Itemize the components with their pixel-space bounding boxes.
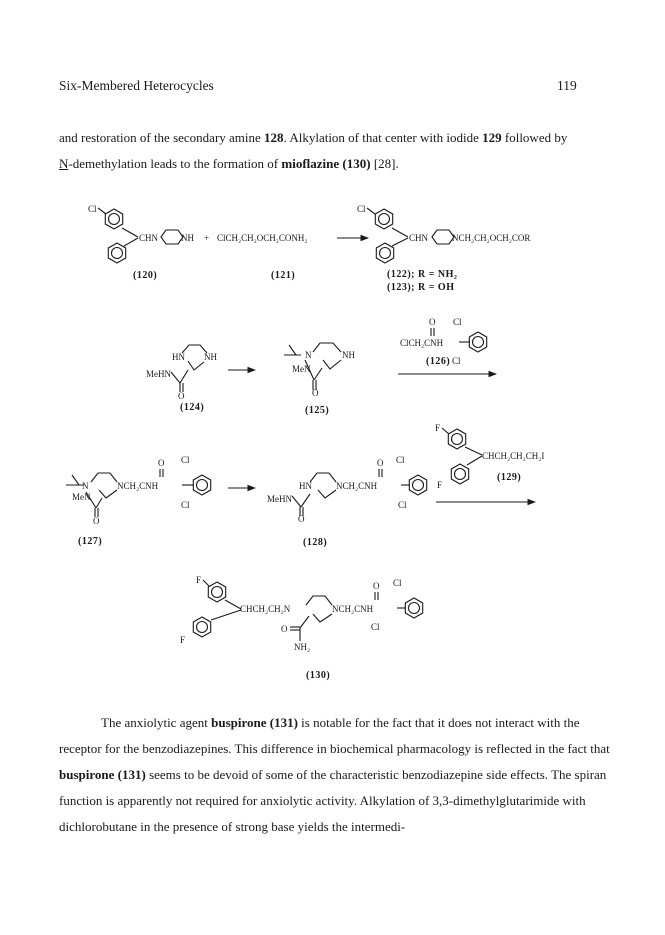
compound-ref: 129 [482,130,502,145]
svg-text:CHCH₂CH₂N: CHCH₂CH₂N [240,604,291,614]
structure-125 [284,343,355,398]
paragraph-intro: and restoration of the secondary amine 128. Alkylation of that center with iodide 129 followed by N-demethylation leads to the formation of mioflazine (130) [28]. [59,130,568,171]
svg-text:Cl: Cl [393,578,402,588]
structure-128 [267,455,427,524]
structure-122 [357,204,530,263]
svg-text:Cl: Cl [453,317,462,327]
svg-text:F: F [196,575,202,585]
svg-text:Cl: Cl [371,622,380,632]
svg-text:(126): (126) [426,356,451,367]
svg-text:F: F [180,635,186,645]
svg-text:HN: HN [299,481,312,491]
svg-text:MeHN: MeHN [146,369,171,379]
svg-text:F: F [437,480,443,490]
svg-text:NCH₂CNH: NCH₂CNH [336,481,378,491]
label-123: (123); R = OH [387,282,455,293]
svg-text:ClCH₂CNH: ClCH₂CNH [400,338,444,348]
structure-129 [435,423,544,490]
svg-text:MeN: MeN [72,492,91,502]
svg-text:Cl: Cl [181,455,190,465]
structure-126 [400,317,487,367]
label-129: (129) [497,472,522,483]
page-number: 119 [557,78,577,93]
svg-text:Cl: Cl [357,204,366,214]
structure-127 [66,455,211,526]
drug-name: buspirone (131) [59,767,146,782]
svg-text:N: N [82,481,89,491]
label-120: (120) [133,270,158,281]
svg-text:MeN: MeN [292,364,311,374]
label-130: (130) [306,670,331,681]
svg-text:O: O [377,458,384,468]
svg-text:MeHN: MeHN [267,494,292,504]
svg-text:CHCH₂CH₂CH₂I: CHCH₂CH₂CH₂I [482,451,545,461]
plus-sign: + [204,233,210,243]
svg-text:Cl: Cl [396,455,405,465]
svg-text:NH: NH [204,352,217,362]
label-127: (127) [78,536,103,547]
svg-text:Cl: Cl [398,500,407,510]
paragraph-buspirone: The anxiolytic agent buspirone (131) is notable for the fact that it does not interact with the receptor for the benzodiazepines. This difference in biochemical pharmacology is reflected in the fact that buspirone (131) seems to be devoid of some of the characteristic benzodiazepine side effects. The spiran function is apparently not required for anxiolytic activity. Alkylation of 3,3-dimethylglutarimide with dichlorobutane in the presence of strong base yields the intermedi- [59,715,610,834]
svg-text:F: F [435,423,441,433]
svg-text:O: O [298,514,305,524]
svg-text:NCH₂CNH: NCH₂CNH [332,604,374,614]
svg-text:NH₂: NH₂ [294,642,311,652]
svg-text:O: O [429,317,436,327]
svg-text:O: O [312,388,319,398]
compound-ref: 128 [264,130,284,145]
structure-120 [88,204,194,263]
svg-text:HN: HN [172,352,185,362]
svg-text:Cl: Cl [88,204,97,214]
svg-text:O: O [178,391,185,401]
svg-text:O: O [373,581,380,591]
drug-name: mioflazine (130) [281,156,371,171]
svg-text:Cl: Cl [181,500,190,510]
running-title: Six-Membered Heterocycles [59,78,214,93]
svg-text:O: O [158,458,165,468]
label-128: (128) [303,537,328,548]
svg-text:NCH₂CNH: NCH₂CNH [117,481,159,491]
structure-130 [180,575,423,652]
svg-text:CHN: CHN [409,233,429,243]
label-125: (125) [305,405,330,416]
svg-text:NH: NH [342,350,355,360]
svg-text:Cl: Cl [452,356,461,366]
svg-text:O: O [93,516,100,526]
svg-text:NCH₂CH₂OCH₂COR: NCH₂CH₂OCH₂COR [452,233,531,243]
reagent-121: ClCH₂CH₂OCH₂CONH₂ [217,233,308,243]
svg-text:N: N [305,350,312,360]
svg-text:NH: NH [181,233,194,243]
svg-text:CHN: CHN [139,233,159,243]
label-124: (124) [180,402,205,413]
svg-text:O: O [281,624,288,634]
label-122: (122); R = NH₂ [387,269,458,280]
structure-124 [146,345,217,401]
label-121: (121) [271,270,296,281]
drug-name: buspirone (131) [211,715,298,730]
